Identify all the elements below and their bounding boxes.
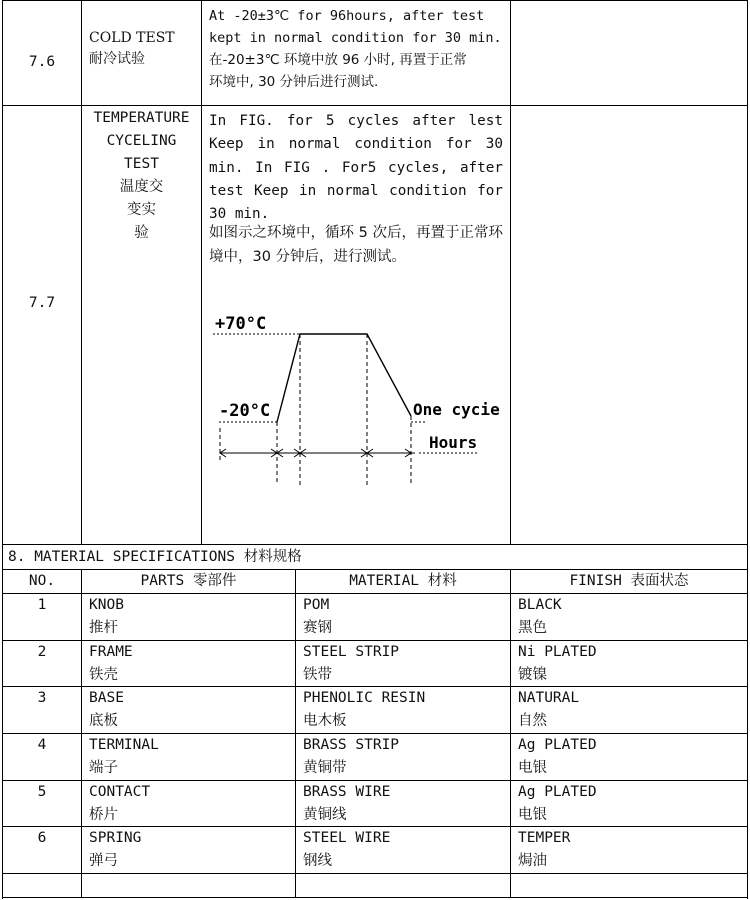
rule-top — [2, 0, 748, 1]
border-left — [2, 0, 3, 899]
material-name-cn: 电木板 — [303, 713, 347, 729]
test-description-en: In FIG. for 5 cycles after lest Keep in normal condition for 30 min. In FIG . For5 cycles, after test Keep in normal condition for 30 min. — [209, 113, 503, 223]
rule-section-title — [2, 569, 748, 570]
low-temp-label: -20°C — [219, 401, 271, 421]
cycle-label: One cycie — [413, 400, 500, 419]
rule-row-3 — [2, 733, 748, 734]
test-name-en: COLD TEST — [89, 30, 175, 46]
material-name-en: BRASS STRIP — [303, 737, 400, 753]
part-name-cn: 弹弓 — [89, 853, 118, 869]
test-name-line: 温度交 — [119, 179, 164, 195]
column-header-parts: PARTS 零部件 — [140, 573, 237, 589]
material-name-cn: 钢线 — [303, 853, 332, 869]
rule-row-6 — [2, 873, 748, 874]
part-name-en: FRAME — [89, 644, 133, 660]
col-line-desc — [510, 0, 511, 545]
finish-name-en: NATURAL — [518, 690, 580, 706]
finish-name-en: Ag PLATED — [518, 784, 597, 800]
desc-line: 在-20±3℃ 环境中放 96 小时, 再置于正常 — [209, 52, 467, 68]
mat-col-line-3 — [510, 569, 511, 898]
test-description-cn: 如图示之环境中，循环 5 次后，再置于正常环境中，30 分钟后，进行测试。 — [209, 225, 503, 265]
test-name-line: CYCELING — [106, 133, 177, 149]
part-name-cn: 底板 — [89, 713, 118, 729]
finish-name-cn: 镀镍 — [518, 667, 547, 683]
row-number: 6 — [37, 830, 47, 846]
temperature-profile-line — [277, 334, 411, 422]
col-line-no — [81, 0, 82, 545]
row-number: 1 — [37, 597, 47, 613]
finish-name-en: Ni PLATED — [518, 644, 597, 660]
material-name-en: STEEL WIRE — [303, 830, 391, 846]
mat-col-line-1 — [81, 569, 82, 898]
col-line-name — [201, 0, 202, 545]
rule-header — [2, 593, 748, 594]
column-header-material: MATERIAL 材料 — [349, 573, 457, 589]
finish-name-cn: 电银 — [518, 760, 547, 776]
rule-bottom — [2, 897, 748, 898]
test-number: 7.7 — [28, 295, 56, 311]
test-name-cn: 耐冷试验 — [89, 51, 145, 67]
row-number: 3 — [37, 690, 47, 706]
material-name-cn: 铁带 — [303, 667, 332, 683]
rule-row-1 — [2, 640, 748, 641]
column-header-no: NO. — [28, 573, 56, 589]
part-name-en: TERMINAL — [89, 737, 159, 753]
part-name-cn: 铁壳 — [89, 667, 118, 683]
border-right — [747, 0, 748, 899]
material-name-en: POM — [303, 597, 330, 613]
mat-col-line-2 — [295, 569, 296, 898]
desc-line: kept in normal condition for 30 min. — [209, 30, 502, 46]
hours-label: Hours — [429, 433, 478, 452]
desc-line: At -20±3℃ for 96hours, after test — [209, 8, 485, 24]
finish-name-cn: 自然 — [518, 713, 547, 729]
temperature-cycle-figure — [205, 300, 505, 500]
part-name-en: CONTACT — [89, 784, 151, 800]
row-number: 2 — [37, 644, 47, 660]
test-name-line: 验 — [134, 225, 149, 241]
part-name-en: SPRING — [89, 830, 142, 846]
finish-name-cn: 黑色 — [518, 620, 547, 636]
rule-row-2 — [2, 686, 748, 687]
test-name-line: 变实 — [127, 202, 156, 218]
material-name-cn: 黄铜线 — [303, 807, 347, 823]
part-name-en: KNOB — [89, 597, 124, 613]
rule-row-4 — [2, 780, 748, 781]
finish-name-en: Ag PLATED — [518, 737, 597, 753]
rule-after-7-7 — [2, 544, 748, 545]
test-name-line: TEMPERATURE — [93, 110, 190, 126]
desc-line: 环境中, 30 分钟后进行测试. — [209, 74, 379, 90]
material-name-cn: 赛钢 — [303, 620, 332, 636]
part-name-en: BASE — [89, 690, 124, 706]
part-name-cn: 推杆 — [89, 620, 118, 636]
row-number: 4 — [37, 737, 47, 753]
material-name-en: STEEL STRIP — [303, 644, 400, 660]
material-name-cn: 黄铜带 — [303, 760, 347, 776]
test-number: 7.6 — [28, 54, 56, 70]
high-temp-label: +70°C — [215, 314, 267, 334]
part-name-cn: 端子 — [89, 760, 118, 776]
material-name-en: BRASS WIRE — [303, 784, 391, 800]
material-name-en: PHENOLIC RESIN — [303, 690, 426, 706]
finish-name-en: TEMPER — [518, 830, 571, 846]
row-number: 5 — [37, 784, 47, 800]
finish-name-cn: 电银 — [518, 807, 547, 823]
finish-name-en: BLACK — [518, 597, 562, 613]
column-header-finish: FINISH 表面状态 — [569, 573, 689, 589]
rule-row-5 — [2, 826, 748, 827]
rule-after-7-6 — [2, 105, 748, 106]
test-name-line: TEST — [124, 156, 159, 172]
finish-name-cn: 焗油 — [518, 853, 547, 869]
section-title: 8. MATERIAL SPECIFICATIONS 材料规格 — [8, 549, 302, 565]
part-name-cn: 桥片 — [89, 807, 118, 823]
